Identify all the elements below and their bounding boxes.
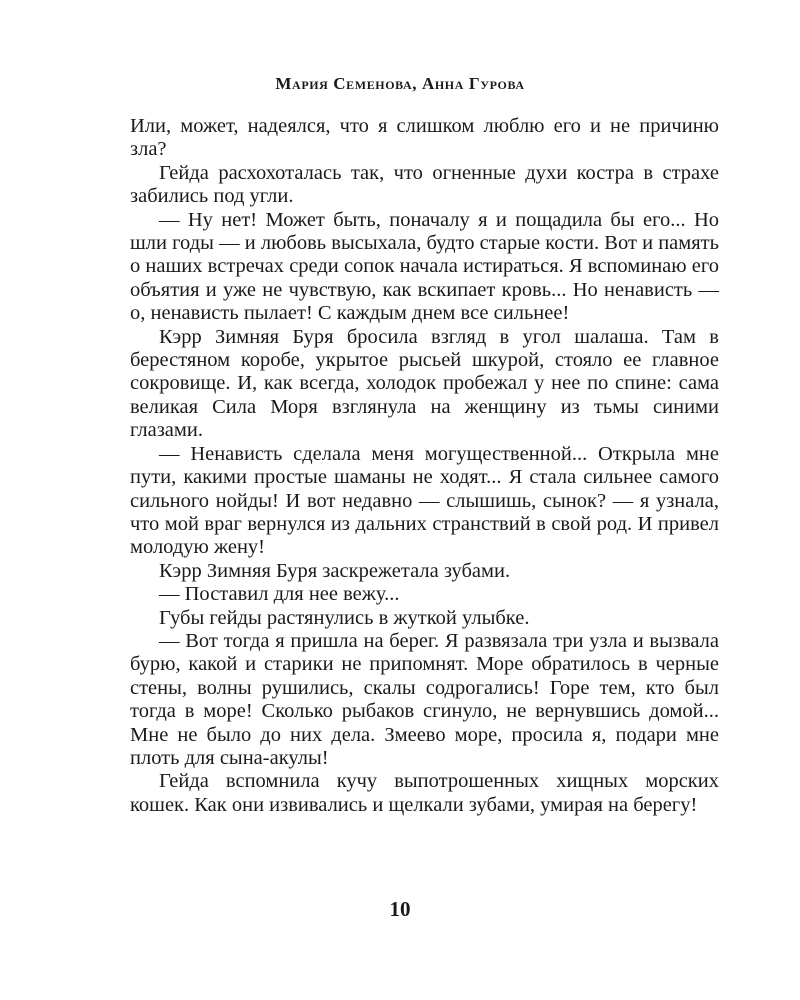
paragraph: Кэрр Зимняя Буря заскрежетала зубами. [159, 559, 511, 582]
paragraph: Губы гейды растянулись в жуткой улыбке. [159, 606, 530, 629]
paragraph: Гейда расхохоталась так, что огненные духи костра в страхе забились под угли. [130, 161, 719, 208]
paragraph: — Вот тогда я пришла на берег. Я развязала три узла и вызвала бурю, какой и старики не припомнят. Море обратилось в черные стены, волны рушились, скалы содрогались! Горе тем, кто был тогда в море! Сколько рыбаков сгинуло, не вернувшись домой... Мне не было до них дела. Змеево море, просила я, подари мне плоть для сына-акулы! [130, 629, 719, 769]
paragraph: — Ну нет! Может быть, поначалу я и пощадила бы его... Но шли годы — и любовь высыхала, будто старые кости. Вот и память о наших встречах среди сопок начала истираться. Я вспоминаю его объятия и уже не чувствую, как вскипает кровь... Но ненависть — о, ненависть пылает! С каждым днем все сильнее! [130, 208, 719, 325]
paragraph: Или, может, надеялся, что я слишком люблю его и не причиню зла? [130, 115, 719, 161]
running-header: Мария Семенова, Анна Гурова [275, 74, 525, 93]
body-text [130, 115, 719, 817]
paragraph: Гейда вспомнила кучу выпотрошенных хищных морских кошек. Как они извивались и щелкали зубами, умирая на берегу! [130, 770, 719, 816]
paragraph: — Поставил для нее вежу... [159, 583, 400, 606]
paragraph: Кэрр Зимняя Буря бросила взгляд в угол шалаша. Там в берестяном коробе, укрытое рысьей шкурой, стояло ее главное сокровище. И, как всегда, холодок пробежал у нее по спине: сама великая Сила Моря взглянула на женщину из тьмы синими глазами. [130, 325, 719, 442]
paragraph: — Ненависть сделала меня могущественной... Открыла мне пути, какими простые шаманы не ходят... Я стала сильнее самого сильного нойды! И вот недавно — слышишь, сынок? — я узнала, что мой враг вернулся из дальних странствий в свой род. И привел молодую жену! [130, 442, 719, 559]
page-number: 10 [389, 897, 411, 921]
